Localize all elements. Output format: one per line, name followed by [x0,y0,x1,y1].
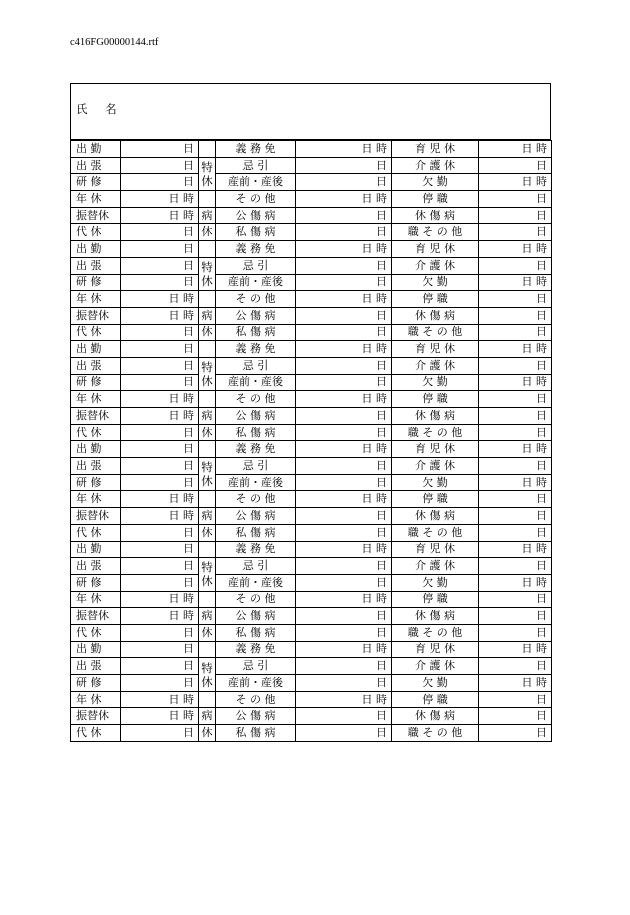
day-hour-cell: 日 [296,207,392,224]
table-row [71,541,552,558]
table-row [71,458,552,475]
day-hour-cell: 日 時 [296,391,392,408]
category-cell [199,691,216,708]
day-hour-cell: 日 時 [479,541,552,558]
day-hour-cell: 日 時 [479,474,552,491]
leave-type-label: 産前・産後 [216,474,296,491]
leave-type-label: 欠 勤 [392,675,479,692]
name-box[interactable] [70,83,551,140]
day-hour-cell: 日 [296,408,392,425]
day-hour-cell: 日 [296,374,392,391]
leave-type-label: 停 職 [392,291,479,308]
day-hour-cell: 日 時 [479,641,552,658]
special-leave-char-1: 特 [201,159,213,174]
leave-type-label: 私 傷 病 [216,424,296,441]
leave-type-label: 育 児 休 [392,241,479,258]
day-hour-cell: 日 時 [121,291,199,308]
day-hour-cell: 日 [296,624,392,641]
special-leave-char-1: 特 [201,460,213,475]
table-row [71,207,552,224]
category-cell: 病 [199,608,216,625]
day-hour-cell: 日 [121,658,199,675]
leave-type-label: 休 傷 病 [392,207,479,224]
table-row [71,157,552,174]
leave-type-label: 欠 勤 [392,174,479,191]
leave-type-label: 公 傷 病 [216,307,296,324]
table-row [71,241,552,258]
day-hour-cell: 日 時 [121,508,199,525]
leave-type-label: 欠 勤 [392,274,479,291]
row-label: 研 修 [71,474,121,491]
special-leave-char-2: 休 [201,173,213,188]
leave-type-label: 産前・産後 [216,174,296,191]
day-hour-cell: 日 時 [479,174,552,191]
leave-type-label: 停 職 [392,391,479,408]
day-hour-cell: 日 時 [296,441,392,458]
attendance-table [70,140,552,742]
row-label: 年 休 [71,291,121,308]
day-hour-cell: 日 [479,224,552,241]
row-label: 研 修 [71,174,121,191]
leave-type-label: 私 傷 病 [216,624,296,641]
leave-type-label: 私 傷 病 [216,725,296,742]
day-hour-cell: 日 時 [479,341,552,358]
category-cell: 休 [199,324,216,341]
leave-type-label: 産前・産後 [216,274,296,291]
row-label: 代 休 [71,424,121,441]
row-label: 年 休 [71,391,121,408]
row-label: 出 張 [71,357,121,374]
row-label: 振替休 [71,307,121,324]
leave-type-label: 停 職 [392,591,479,608]
category-cell [199,541,216,558]
day-hour-cell: 日 [121,274,199,291]
row-label: 出 張 [71,157,121,174]
day-hour-cell: 日 時 [296,341,392,358]
day-hour-cell: 日 [296,224,392,241]
special-leave-label [199,257,216,290]
day-hour-cell: 日 時 [296,241,392,258]
row-label: 年 休 [71,191,121,208]
leave-type-label: そ の 他 [216,191,296,208]
day-hour-cell: 日 [479,591,552,608]
table-row [71,408,552,425]
day-hour-cell: 日 [121,257,199,274]
day-hour-cell: 日 [296,508,392,525]
category-cell: 休 [199,224,216,241]
leave-type-label: 私 傷 病 [216,224,296,241]
day-hour-cell: 日 [479,207,552,224]
table-row [71,391,552,408]
table-row [71,274,552,291]
table-row [71,641,552,658]
day-hour-cell: 日 時 [479,241,552,258]
row-label: 年 休 [71,691,121,708]
table-row [71,591,552,608]
category-cell [199,341,216,358]
name-label: 氏 名 [76,102,124,116]
row-label: 振替休 [71,508,121,525]
leave-type-label: そ の 他 [216,291,296,308]
category-cell [199,291,216,308]
special-leave-label [199,458,216,491]
day-hour-cell: 日 [296,658,392,675]
day-hour-cell: 日 [121,725,199,742]
day-hour-cell: 日 [121,558,199,575]
leave-type-label: 忌 引 [216,458,296,475]
leave-type-label: 職 そ の 他 [392,624,479,641]
leave-type-label: 私 傷 病 [216,324,296,341]
day-hour-cell: 日 [121,541,199,558]
category-cell [199,191,216,208]
special-leave-char-1: 特 [201,260,213,274]
day-hour-cell: 日 時 [479,374,552,391]
leave-type-label: 忌 引 [216,157,296,174]
leave-type-label: 公 傷 病 [216,408,296,425]
day-hour-cell: 日 [479,491,552,508]
day-hour-cell: 日 [479,191,552,208]
row-label: 振替休 [71,608,121,625]
table-row [71,491,552,508]
leave-type-label: 忌 引 [216,357,296,374]
special-leave-char-2: 休 [201,374,213,389]
leave-type-label: そ の 他 [216,691,296,708]
day-hour-cell: 日 [121,441,199,458]
day-hour-cell: 日 時 [296,641,392,658]
table-row [71,141,552,158]
day-hour-cell: 日 [479,157,552,174]
leave-type-label: そ の 他 [216,491,296,508]
table-row [71,624,552,641]
leave-type-label: 忌 引 [216,658,296,675]
table-row [71,191,552,208]
special-leave-char-2: 休 [201,674,213,689]
row-label: 出 勤 [71,641,121,658]
row-label: 代 休 [71,524,121,541]
day-hour-cell: 日 [296,357,392,374]
table-row [71,474,552,491]
day-hour-cell: 日 時 [479,675,552,692]
special-leave-label [199,658,216,691]
day-hour-cell: 日 [479,691,552,708]
day-hour-cell: 日 時 [479,141,552,158]
leave-type-label: 育 児 休 [392,441,479,458]
special-leave-char-1: 特 [201,360,213,375]
file-name: c416FG00000144.rtf [70,37,159,48]
row-label: 出 勤 [71,241,121,258]
day-hour-cell: 日 時 [121,307,199,324]
day-hour-cell: 日 [121,224,199,241]
row-label: 出 張 [71,658,121,675]
day-hour-cell: 日 時 [296,491,392,508]
day-hour-cell: 日 [296,274,392,291]
table-row [71,341,552,358]
category-cell: 病 [199,307,216,324]
row-label: 年 休 [71,591,121,608]
category-cell [199,241,216,258]
day-hour-cell: 日 [296,558,392,575]
category-cell: 病 [199,708,216,725]
leave-type-label: 義 務 免 [216,441,296,458]
leave-type-label: そ の 他 [216,391,296,408]
category-cell: 休 [199,524,216,541]
day-hour-cell: 日 時 [121,691,199,708]
table-row [71,675,552,692]
table-row [71,441,552,458]
day-hour-cell: 日 [121,341,199,358]
leave-type-label: 産前・産後 [216,574,296,591]
table-row [71,324,552,341]
leave-type-label: 欠 勤 [392,574,479,591]
special-leave-label [199,558,216,591]
special-leave-char-2: 休 [201,574,213,589]
day-hour-cell: 日 時 [121,708,199,725]
table-row [71,357,552,374]
day-hour-cell: 日 [296,174,392,191]
day-hour-cell: 日 [121,324,199,341]
special-leave-char-1: 特 [201,660,213,675]
day-hour-cell: 日 [296,708,392,725]
special-leave-char-2: 休 [201,274,213,288]
day-hour-cell: 日 [479,291,552,308]
leave-type-label: 忌 引 [216,257,296,274]
leave-type-label: 欠 勤 [392,474,479,491]
leave-type-label: 義 務 免 [216,341,296,358]
special-leave-char-1: 特 [201,560,213,575]
table-row [71,307,552,324]
leave-type-label: そ の 他 [216,591,296,608]
day-hour-cell: 日 [296,608,392,625]
day-hour-cell: 日 [479,357,552,374]
row-label: 研 修 [71,274,121,291]
day-hour-cell: 日 [121,241,199,258]
day-hour-cell: 日 [121,157,199,174]
day-hour-cell: 日 [121,474,199,491]
day-hour-cell: 日 時 [121,191,199,208]
day-hour-cell: 日 [479,725,552,742]
table-row [71,291,552,308]
leave-type-label: 休 傷 病 [392,307,479,324]
leave-type-label: 介 護 休 [392,157,479,174]
day-hour-cell: 日 [296,574,392,591]
table-row [71,658,552,675]
day-hour-cell: 日 時 [296,191,392,208]
leave-type-label: 介 護 休 [392,558,479,575]
category-cell: 休 [199,725,216,742]
day-hour-cell: 日 時 [296,691,392,708]
day-hour-cell: 日 [479,391,552,408]
day-hour-cell: 日 [479,558,552,575]
day-hour-cell: 日 [296,458,392,475]
table-row [71,524,552,541]
leave-type-label: 義 務 免 [216,641,296,658]
row-label: 出 勤 [71,541,121,558]
leave-type-label: 職 そ の 他 [392,324,479,341]
row-label: 出 勤 [71,141,121,158]
leave-type-label: 休 傷 病 [392,608,479,625]
day-hour-cell: 日 [479,424,552,441]
day-hour-cell: 日 [121,574,199,591]
table-row [71,691,552,708]
leave-type-label: 忌 引 [216,558,296,575]
day-hour-cell: 日 [296,324,392,341]
leave-type-label: 職 そ の 他 [392,224,479,241]
day-hour-cell: 日 [121,458,199,475]
day-hour-cell: 日 時 [121,207,199,224]
day-hour-cell: 日 [121,641,199,658]
category-cell: 病 [199,508,216,525]
leave-type-label: 私 傷 病 [216,524,296,541]
leave-type-label: 介 護 休 [392,658,479,675]
category-cell: 休 [199,624,216,641]
day-hour-cell: 日 [296,257,392,274]
table-row [71,508,552,525]
row-label: 年 休 [71,491,121,508]
day-hour-cell: 日 [121,424,199,441]
leave-type-label: 休 傷 病 [392,408,479,425]
day-hour-cell: 日 [479,608,552,625]
day-hour-cell: 日 時 [479,441,552,458]
leave-type-label: 義 務 免 [216,141,296,158]
row-label: 振替休 [71,408,121,425]
day-hour-cell: 日 時 [296,141,392,158]
day-hour-cell: 日 [479,524,552,541]
leave-type-label: 停 職 [392,691,479,708]
category-cell [199,591,216,608]
table-row [71,574,552,591]
day-hour-cell: 日 [121,374,199,391]
day-hour-cell: 日 [296,524,392,541]
row-label: 研 修 [71,675,121,692]
leave-type-label: 産前・産後 [216,374,296,391]
day-hour-cell: 日 時 [296,291,392,308]
leave-type-label: 介 護 休 [392,458,479,475]
table-row [71,374,552,391]
row-label: 代 休 [71,324,121,341]
row-label: 代 休 [71,224,121,241]
leave-type-label: 休 傷 病 [392,708,479,725]
category-cell [199,491,216,508]
day-hour-cell: 日 時 [479,274,552,291]
category-cell: 休 [199,424,216,441]
leave-type-label: 介 護 休 [392,257,479,274]
day-hour-cell: 日 [479,458,552,475]
leave-type-label: 職 そ の 他 [392,524,479,541]
day-hour-cell: 日 [296,675,392,692]
day-hour-cell: 日 [121,174,199,191]
day-hour-cell: 日 [296,307,392,324]
leave-type-label: 公 傷 病 [216,207,296,224]
row-label: 出 張 [71,458,121,475]
leave-type-label: 育 児 休 [392,141,479,158]
leave-type-label: 職 そ の 他 [392,725,479,742]
category-cell [199,391,216,408]
special-leave-char-2: 休 [201,474,213,489]
day-hour-cell: 日 時 [296,541,392,558]
table-row [71,424,552,441]
table-row [71,257,552,274]
category-cell [199,441,216,458]
category-cell: 病 [199,408,216,425]
table-row [71,558,552,575]
day-hour-cell: 日 [121,141,199,158]
leave-type-label: 介 護 休 [392,357,479,374]
row-label: 出 勤 [71,441,121,458]
row-label: 出 勤 [71,341,121,358]
day-hour-cell: 日 時 [121,491,199,508]
day-hour-cell: 日 時 [121,591,199,608]
leave-type-label: 育 児 休 [392,541,479,558]
day-hour-cell: 日 時 [296,591,392,608]
row-label: 研 修 [71,574,121,591]
row-label: 代 休 [71,624,121,641]
category-cell: 病 [199,207,216,224]
row-label: 出 張 [71,558,121,575]
leave-type-label: 産前・産後 [216,675,296,692]
day-hour-cell: 日 [296,157,392,174]
day-hour-cell: 日 [121,357,199,374]
special-leave-label [199,157,216,190]
category-cell [199,641,216,658]
day-hour-cell: 日 [121,624,199,641]
table-row [71,174,552,191]
category-cell [199,141,216,158]
day-hour-cell: 日 [296,424,392,441]
day-hour-cell: 日 時 [121,408,199,425]
day-hour-cell: 日 [479,257,552,274]
table-row [71,608,552,625]
day-hour-cell: 日 [121,675,199,692]
day-hour-cell: 日 [479,658,552,675]
day-hour-cell: 日 [479,408,552,425]
leave-type-label: 職 そ の 他 [392,424,479,441]
day-hour-cell: 日 時 [121,608,199,625]
day-hour-cell: 日 [479,508,552,525]
leave-type-label: 育 児 休 [392,641,479,658]
day-hour-cell: 日 [121,524,199,541]
table-row [71,708,552,725]
table-row [71,725,552,742]
row-label: 代 休 [71,725,121,742]
row-label: 出 張 [71,257,121,274]
day-hour-cell: 日 [479,708,552,725]
day-hour-cell: 日 時 [479,574,552,591]
day-hour-cell: 日 [296,725,392,742]
leave-type-label: 公 傷 病 [216,708,296,725]
day-hour-cell: 日 [479,307,552,324]
leave-type-label: 公 傷 病 [216,608,296,625]
leave-type-label: 育 児 休 [392,341,479,358]
row-label: 振替休 [71,708,121,725]
leave-type-label: 義 務 免 [216,541,296,558]
leave-type-label: 停 職 [392,191,479,208]
leave-type-label: 休 傷 病 [392,508,479,525]
special-leave-label [199,357,216,390]
leave-type-label: 義 務 免 [216,241,296,258]
day-hour-cell: 日 [479,324,552,341]
leave-type-label: 停 職 [392,491,479,508]
row-label: 研 修 [71,374,121,391]
leave-type-label: 公 傷 病 [216,508,296,525]
day-hour-cell: 日 [479,624,552,641]
day-hour-cell: 日 時 [121,391,199,408]
leave-type-label: 欠 勤 [392,374,479,391]
row-label: 振替休 [71,207,121,224]
day-hour-cell: 日 [296,474,392,491]
table-row [71,224,552,241]
